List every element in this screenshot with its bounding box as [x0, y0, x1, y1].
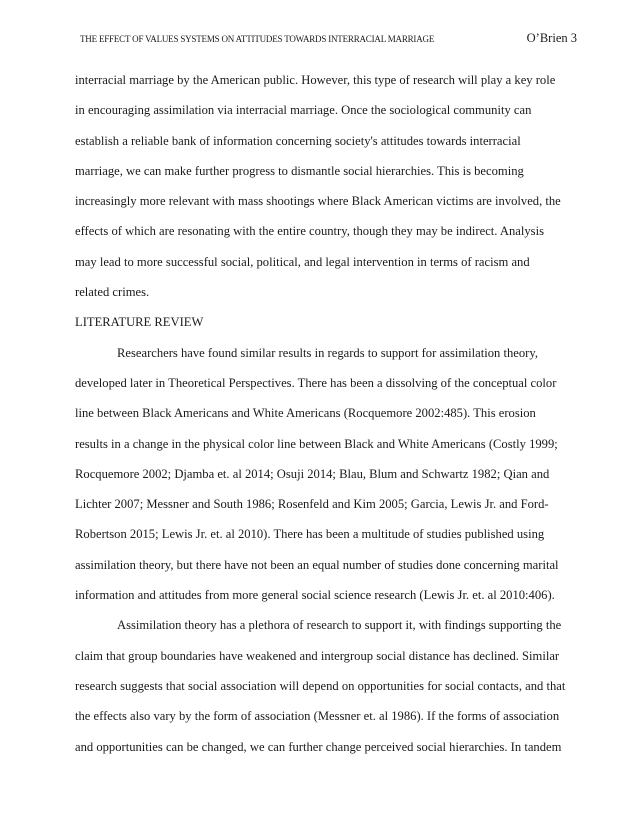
text-line: Rocquemore 2002; Djamba et. al 2014; Osuji 2014; Blau, Blum and Schwartz 1982; Qian and — [75, 466, 550, 481]
text-line: marriage, we can make further progress to dismantle social hierarchies. This is becoming — [75, 163, 524, 178]
text-line: information and attitudes from more general social science research (Lewis Jr. et. al 2010:406). — [75, 588, 555, 603]
text-line: research suggests that social association will depend on opportunities for social contacts, and that — [75, 678, 566, 693]
text-line: related crimes. — [75, 285, 150, 300]
text-line: Researchers have found similar results in regards to support for assimilation theory, — [117, 345, 538, 360]
text-line: interracial marriage by the American public. However, this type of research will play a key role — [75, 73, 556, 87]
text-line: claim that group boundaries have weakened and intergroup social distance has declined. Similar — [75, 648, 560, 663]
page-number: O’Brien 3 — [526, 31, 577, 45]
text-line: Robertson 2015; Lewis Jr. et. al 2010). There has been a multitude of studies published using — [75, 527, 545, 542]
text-line: establish a reliable bank of information concerning society's attitudes towards interracial — [75, 133, 521, 148]
text-line: Assimilation theory has a plethora of research to support it, with findings supporting the — [117, 618, 562, 633]
body-text — [75, 65, 580, 762]
text-line: and opportunities can be changed, we can further change perceived social hierarchies. In tandem — [75, 739, 562, 754]
paragraph-literature-review — [75, 338, 580, 611]
text-line: developed later in Theoretical Perspectives. There has been a dissolving of the conceptual color — [75, 375, 557, 390]
text-line: assimilation theory, but there have not been an equal number of studies done concerning marital — [75, 557, 559, 572]
text-line: may lead to more successful social, political, and legal intervention in terms of racism and — [75, 254, 530, 269]
paragraph-continuation — [75, 65, 580, 307]
text-line: the effects also vary by the form of association (Messner et. al 1986). If the forms of association — [75, 709, 560, 724]
text-line: in encouraging assimilation via interracial marriage. Once the sociological community can — [75, 103, 532, 118]
text-line: Lichter 2007; Messner and South 1986; Rosenfeld and Kim 2005; Garcia, Lewis Jr. and Ford- — [75, 497, 549, 512]
text-line: increasingly more relevant with mass shootings where Black American victims are involved, the — [75, 194, 561, 209]
paragraph-assimilation-theory — [75, 610, 580, 761]
text-line: results in a change in the physical color line between Black and White Americans (Costly 1999; — [75, 436, 558, 451]
running-head: THE EFFECT OF VALUES SYSTEMS ON ATTITUDES TOWARDS INTERRACIAL MARRIAGE — [80, 34, 435, 44]
section-heading: LITERATURE REVIEW — [75, 315, 204, 330]
text-line: effects of which are resonating with the entire country, though they may be indirect. Analysis — [75, 224, 544, 239]
text-line: line between Black Americans and White Americans (Rocquemore 2002:485). This erosion — [75, 406, 536, 421]
